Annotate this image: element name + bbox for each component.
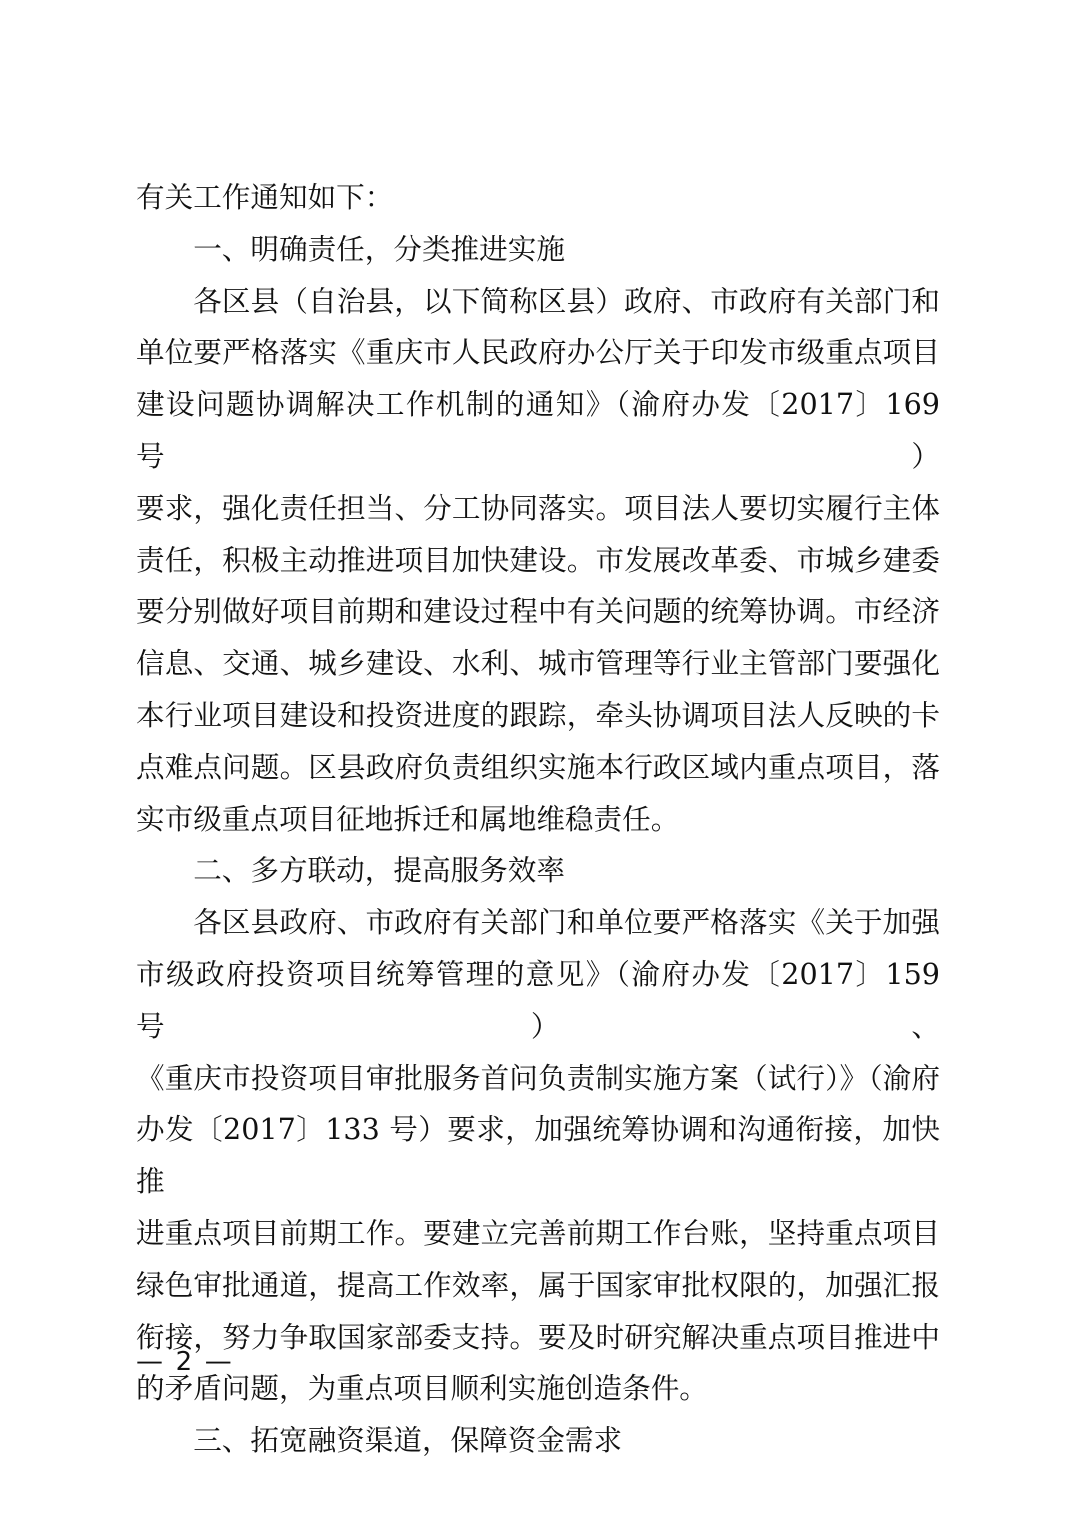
body-line: 要求，强化责任担当、分工协同落实。项目法人要切实履行主体 [136, 490, 940, 525]
page-footer [136, 1342, 940, 1382]
section-heading-1: 一、明确责任，分类推进实施 [193, 231, 565, 266]
body-line: 衔接，努力争取国家部委支持。要及时研究解决重点项目推进中 [136, 1319, 940, 1354]
body-line: 进重点项目前期工作。要建立完善前期工作台账，坚持重点项目 [136, 1215, 940, 1250]
body-line: 信息、交通、城乡建设、水利、城市管理等行业主管部门要强化 [136, 646, 940, 681]
body-line: 单位要严格落实《重庆市人民政府办公厅关于印发市级重点项目 [136, 335, 940, 370]
body-line: 市级政府投资项目统筹管理的意见》（渝府办发〔2017〕159 号）、 [136, 956, 940, 1043]
body-line: 各区县（自治县，以下简称区县）政府、市政府有关部门和 [193, 283, 940, 318]
body-line: 实市级重点项目征地拆迁和属地维稳责任。 [136, 801, 680, 836]
body-line: 《重庆市投资项目审批服务首问负责制实施方案（试行）》（渝府 [136, 1060, 940, 1095]
body-line: 有关工作通知如下： [136, 180, 394, 214]
section-heading-3: 三、拓宽融资渠道，保障资金需求 [193, 1423, 623, 1458]
body-line: 建设问题协调解决工作机制的通知》（渝府办发〔2017〕169 号） [136, 387, 940, 473]
body-line: 绿色审批通道，提高工作效率，属于国家审批权限的，加强汇报 [136, 1267, 940, 1302]
body-line: 点难点问题。区县政府负责组织实施本行政区域内重点项目，落 [136, 749, 940, 784]
footer-dash-right: — [204, 1346, 234, 1377]
document-body [136, 172, 940, 1467]
footer-dash-left: — [136, 1346, 165, 1377]
body-line: 要分别做好项目前期和建设过程中有关问题的统筹协调。市经济 [136, 594, 940, 629]
page-number: 2 [175, 1347, 195, 1377]
body-line: 各区县政府、市政府有关部门和单位要严格落实《关于加强 [193, 905, 940, 940]
body-line: 办发〔2017〕133 号）要求，加强统筹协调和沟通衔接，加快推 [136, 1112, 940, 1199]
section-heading-2: 二、多方联动，提高服务效率 [193, 853, 565, 888]
body-line: 的矛盾问题，为重点项目顺利实施创造条件。 [136, 1371, 708, 1406]
body-line: 责任，积极主动推进项目加快建设。市发展改革委、市城乡建委 [136, 542, 940, 577]
body-line: 本行业项目建设和投资进度的跟踪，牵头协调项目法人反映的卡 [136, 697, 940, 732]
